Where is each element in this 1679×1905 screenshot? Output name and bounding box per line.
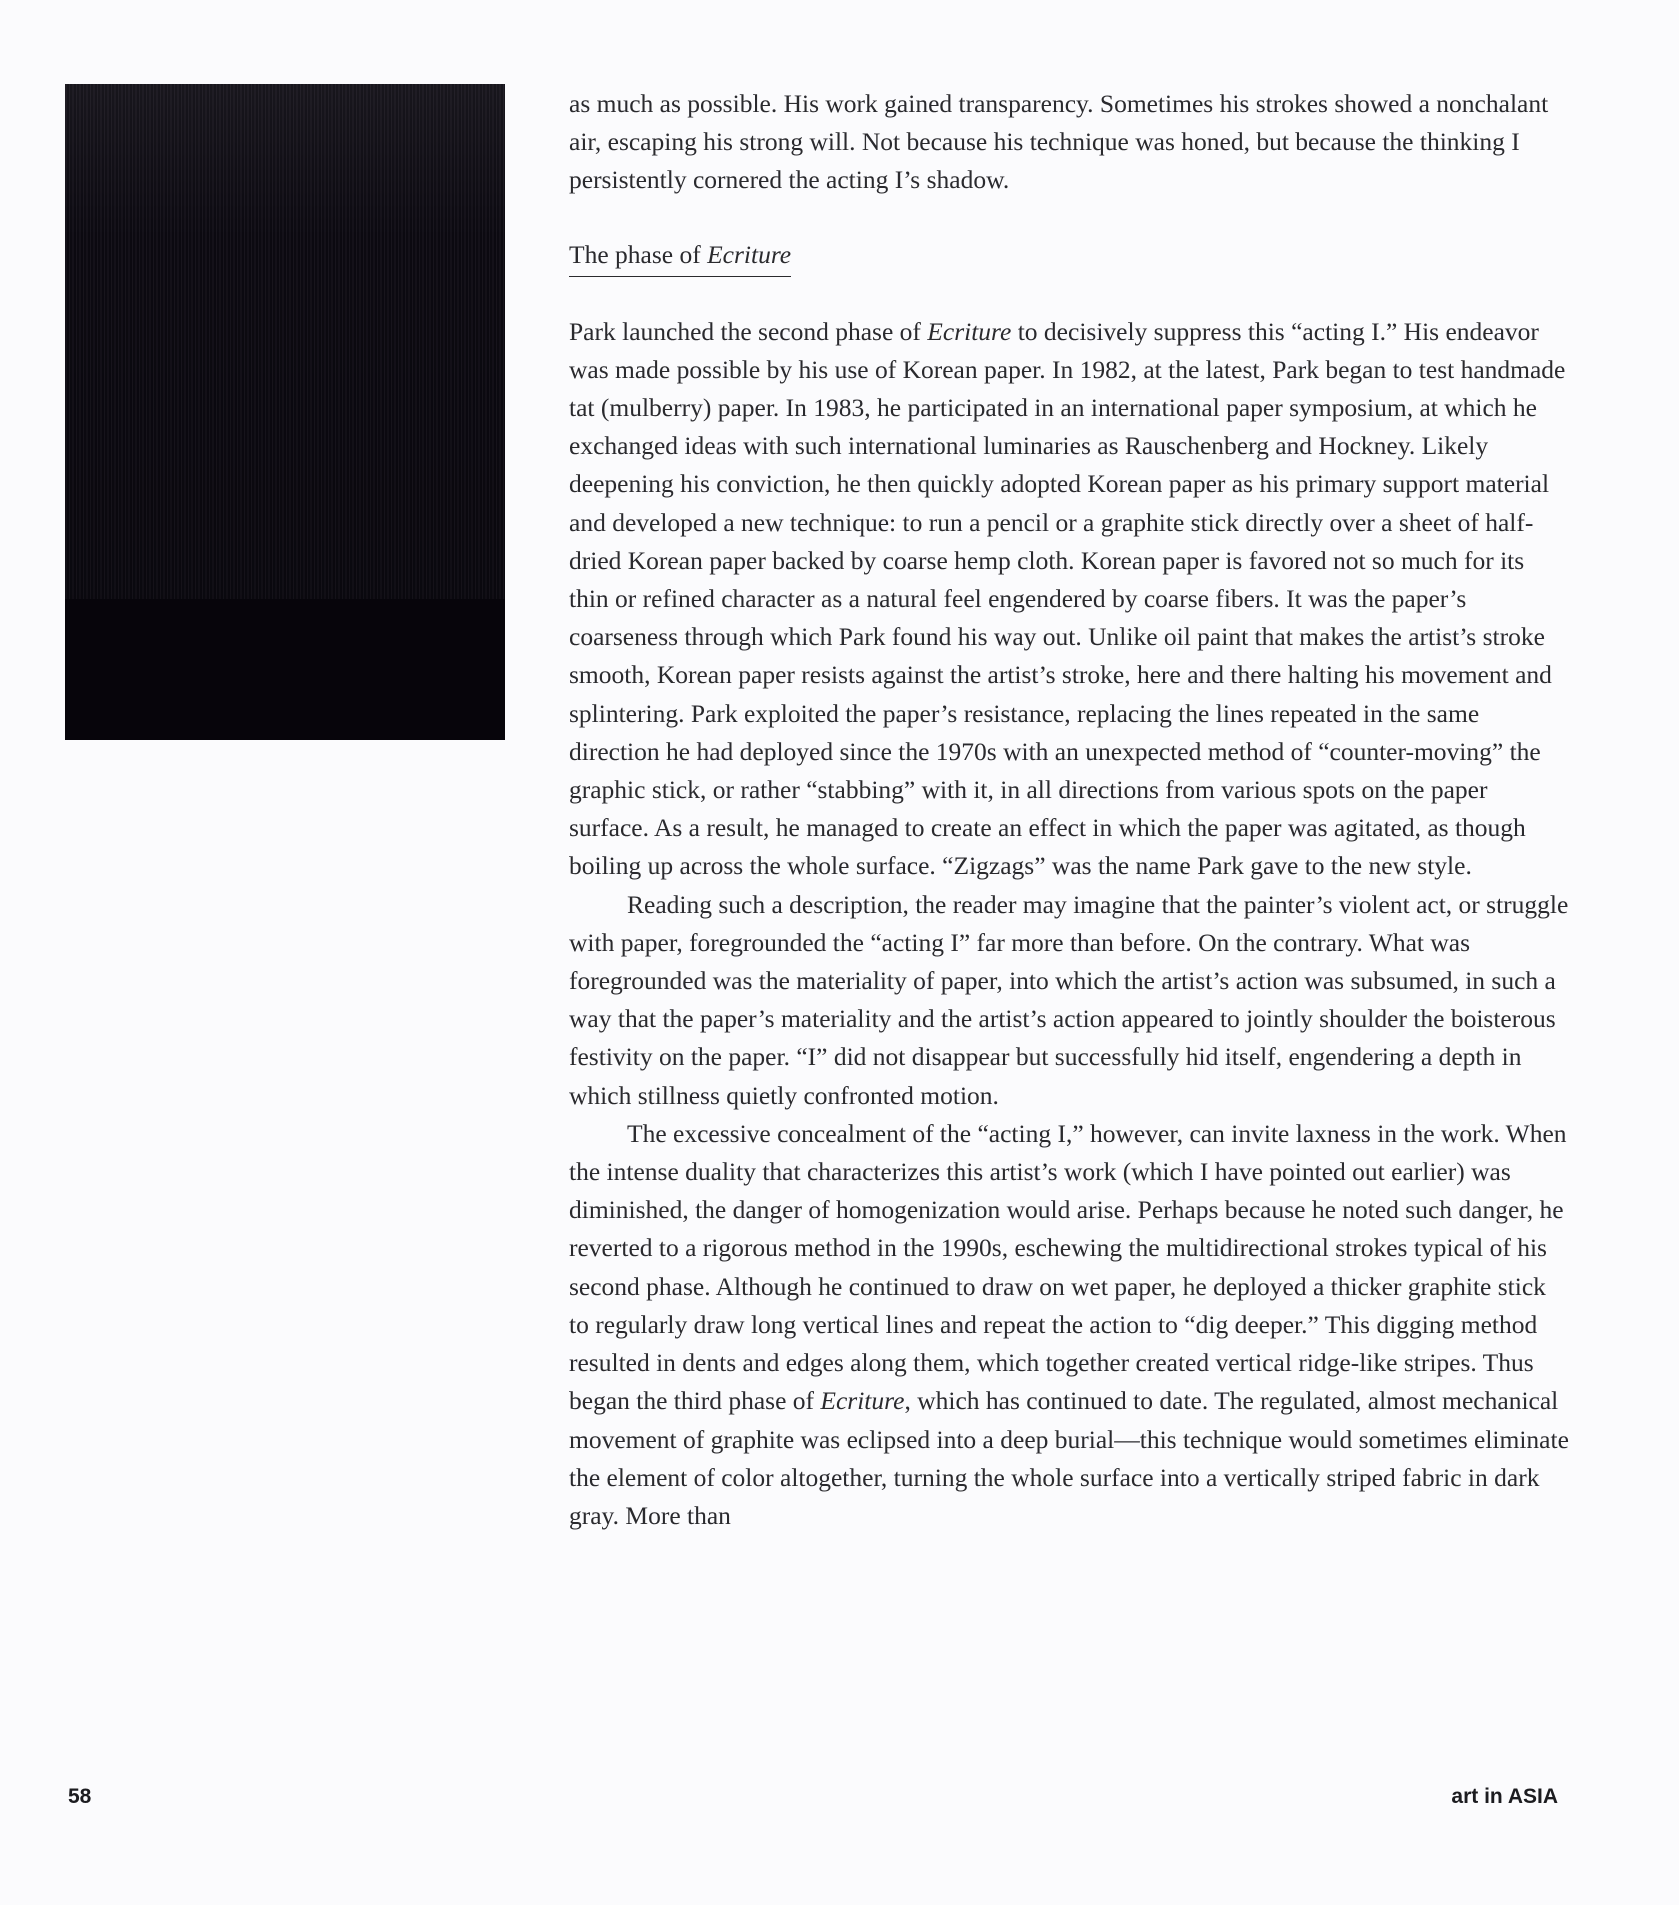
- intro-paragraph: as much as possible. His work gained transparency. Sometimes his strokes showed a nonchalant air, escaping his strong will. Not because his technique was honed, but because the thinking I persistently cornered the acting I’s shadow.: [569, 89, 1549, 195]
- paragraph-1-italic: Ecriture: [927, 316, 1012, 346]
- section-heading-wrap: [569, 236, 1569, 277]
- paragraph-1: [569, 313, 1569, 886]
- artwork-dark-band: [65, 599, 505, 740]
- paragraph-1-a: Park launched the second phase of: [569, 316, 928, 346]
- artwork-image: [65, 84, 505, 740]
- section-heading-prefix: The phase of: [569, 239, 708, 269]
- paragraph-3-italic: Ecriture: [820, 1386, 905, 1416]
- section-heading: [569, 236, 791, 277]
- article-body: [569, 85, 1569, 1535]
- section-heading-italic: Ecriture: [707, 239, 792, 269]
- paragraph-3-b: , which has continued to date. The regulated, almost mechanical movement of graphite was eclipsed into a deep burial—this technique would sometimes eliminate the element of color altogether, turning the whole surface into a vertically striped fabric in dark gray. More than: [569, 1386, 1569, 1530]
- page-number: 58: [68, 1785, 92, 1808]
- artwork-striped-field: [65, 84, 505, 599]
- paragraph-3: [569, 1115, 1569, 1535]
- paragraph-2: Reading such a description, the reader may imagine that the painter’s violent act, or struggle with paper, foregrounded the “acting I” far more than before. On the contrary. What was foregrounded was the materiality of paper, into which the artist’s action was subsumed, in such a way that the paper’s materiality and the artist’s action appeared to jointly shoulder the boisterous festivity on the paper. “I” did not disappear but successfully hid itself, engendering a depth in which stillness quietly confronted motion.: [569, 889, 1569, 1110]
- paragraph-1-b: to decisively suppress this “acting I.” His endeavor was made possible by his use of Korean paper. In 1982, at the latest, Park began to test handmade tat (mulberry) paper. In 1983, he participated in an international paper symposium, at which he exchanged ideas with such international luminaries as Rauschenberg and Hockney. Likely deepening his conviction, he then quickly adopted Korean paper as his primary support material and developed a new technique: to run a pencil or a graphite stick directly over a sheet of half-dried Korean paper backed by coarse hemp cloth. Korean paper is favored not so much for its thin or refined character as a natural feel engendered by coarse fibers. It was the paper’s coarseness through which Park found his way out. Unlike oil paint that makes the artist’s stroke smooth, Korean paper resists against the artist’s stroke, here and there halting his movement and splintering. Park exploited the paper’s resistance, replacing the lines repeated in the same direction he had deployed since the 1970s with an unexpected method of “counter-moving” the graphic stick, or rather “stabbing” with it, in all directions from various spots on the paper surface. As a result, he managed to create an effect in which the paper was agitated, as though boiling up across the whole surface. “Zigzags” was the name Park gave to the new style.: [569, 316, 1566, 881]
- paragraph-3-a: The excessive concealment of the “acting I,” however, can invite laxness in the work. When the intense duality that characterizes this artist’s work (which I have pointed out earlier) was diminished, the danger of homogenization would arise. Perhaps because he noted such danger, he reverted to a rigorous method in the 1990s, eschewing the multidirectional strokes typical of his second phase. Although he continued to draw on wet paper, he deployed a thicker graphite stick to regularly draw long vertical lines and repeat the action to “dig deeper.” This digging method resulted in dents and edges along them, which together created vertical ridge-like stripes. Thus began the third phase of: [569, 1118, 1567, 1416]
- publication-name: art in ASIA: [1451, 1785, 1558, 1808]
